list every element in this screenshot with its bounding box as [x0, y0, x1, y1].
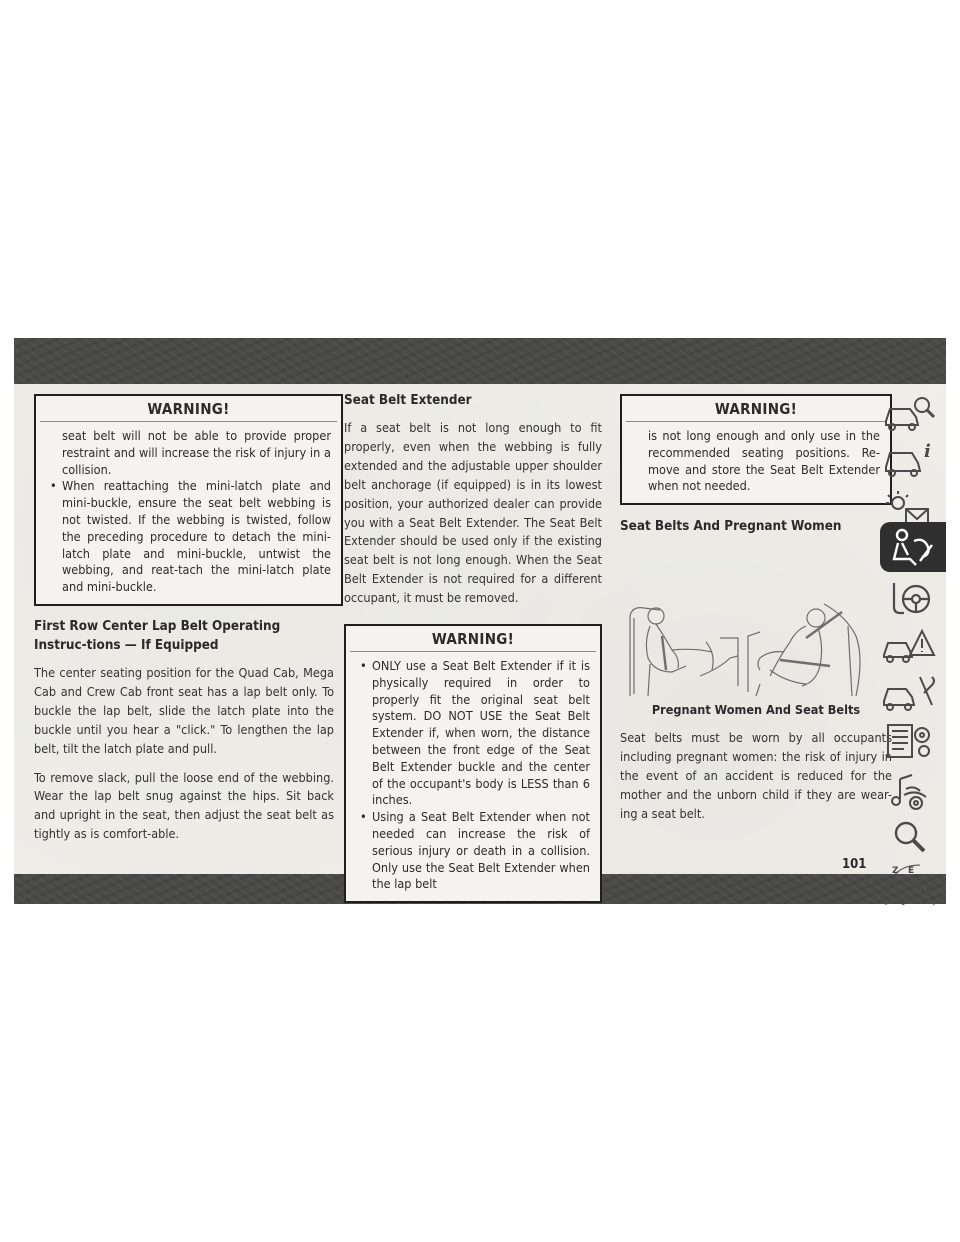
seat-airbag-icon	[884, 525, 942, 569]
car-info-icon	[880, 437, 938, 481]
svg-text:i: i	[924, 441, 931, 462]
index-letters-icon	[880, 861, 938, 905]
tab-car-tools[interactable]	[876, 668, 942, 718]
figure-caption: Pregnant Women And Seat Belts	[651, 702, 861, 718]
tab-car-search[interactable]	[876, 388, 942, 438]
car-warning-triangle-icon	[880, 623, 938, 667]
tab-car-warning-triangle[interactable]	[876, 620, 942, 670]
paragraph: Seat belts must be worn by all occupants including pregnant women: the risk of injury in the event of an accident is reduced for the mother and the unborn child if they are wear-ing a seat belt.	[620, 730, 892, 821]
column-left	[34, 384, 343, 844]
warning-continued-text: is not long enough and only use in the recommended seating positions. Re-move and store the Seat Belt Extender when not needed.	[648, 428, 880, 494]
warning-continued-text: seat belt will not be able to provide proper restraint and will increase the risk of injury in a collision.	[62, 428, 331, 477]
section-heading: First Row Center Lap Belt Operating Instruc-tions — If Equipped	[34, 618, 281, 653]
paragraph: The center seating position for the Quad Cab, Mega Cab and Crew Cab front seat has a lap belt only. To buckle the lap belt, slide the latch plate into the buckle until you hear a "click." To lengthen the lap belt, tilt the latch plate and pull.	[34, 664, 334, 756]
warning-title: WARNING!	[350, 626, 596, 652]
warning-title: WARNING!	[626, 396, 886, 422]
section-heading: Seat Belts And Pregnant Women	[620, 519, 842, 535]
tab-index[interactable]	[876, 858, 942, 908]
pregnant-women-illustration	[620, 596, 892, 698]
car-tools-icon	[880, 671, 938, 715]
section-heading: Seat Belt Extender	[344, 393, 472, 408]
warning-body	[36, 422, 341, 604]
top-band	[14, 338, 946, 384]
warning-box-continued	[34, 394, 343, 606]
tab-settings-list[interactable]	[876, 716, 942, 766]
warning-title: WARNING!	[40, 396, 337, 422]
tab-search[interactable]	[876, 812, 942, 862]
multimedia-icon	[880, 769, 938, 813]
index-letter: B	[892, 880, 899, 890]
paragraph: If a seat belt is not long enough to fit properly, even when the webbing is fully extended and the adjustable upper shoulder belt anchorage (if equipped) is in its lowest position, your authorized dealer can provide you with a Seat Belt Extender. The Seat Belt Extender should be used only if the existing seat belt is not long enough. When the Seat Belt Extender is not required for a different occupant, it must be removed.	[344, 420, 602, 606]
car-search-icon	[880, 391, 938, 435]
index-letter: T	[906, 896, 913, 905]
warning-body	[622, 422, 890, 503]
paragraph: To remove slack, pull the loose end of the webbing. Wear the lap belt snug against the hips. Sit back and upright in the seat, then adjust the seat belt as tightly as is comfort-able.	[34, 769, 334, 842]
warning-box-continued	[620, 394, 892, 505]
warning-bullet: • When reattaching the mini-latch plate and mini-buckle, ensure the seat belt webbing is not twisted. If the webbing is twisted, follow the preceding procedure to detach the mini-latch plate and mini-buckle, untwist the webbing, and reat-tach the mini-latch plate and mini-buckle.	[50, 478, 331, 596]
steering-wheel-icon	[880, 575, 938, 619]
page-number: 101	[842, 857, 867, 872]
tab-multimedia[interactable]	[876, 766, 942, 816]
index-letter: D	[924, 888, 932, 898]
warning-body	[346, 652, 600, 901]
index-letter: C	[898, 892, 905, 902]
index-letter: A	[912, 880, 919, 890]
warning-box	[344, 624, 602, 903]
column-middle	[344, 384, 602, 903]
column-right	[620, 384, 892, 824]
manual-page	[14, 384, 946, 892]
tab-steering-wheel[interactable]	[876, 572, 942, 622]
warning-bullet: • Using a Seat Belt Extender when not needed can increase the risk of serious injury or death in a collision. Only use the Seat Belt Extender when the lap belt	[360, 809, 590, 893]
warning-bullet: • ONLY use a Seat Belt Extender if it is physically required in order to properly fit the original seat belt system. DO NOT USE the Seat Belt Extender if, when worn, the distance between the front edge of the Seat Belt Extender buckle and the center of the occupant's body is LESS than 6 inches.	[360, 658, 590, 809]
magnifier-icon	[880, 815, 938, 859]
index-letter: Z	[892, 866, 899, 876]
tab-seat-airbag[interactable]	[880, 522, 946, 572]
tab-car-info[interactable]	[876, 434, 942, 484]
index-letter: E	[908, 866, 915, 876]
settings-list-icon	[880, 719, 938, 763]
pregnant-women-figure	[620, 596, 892, 698]
